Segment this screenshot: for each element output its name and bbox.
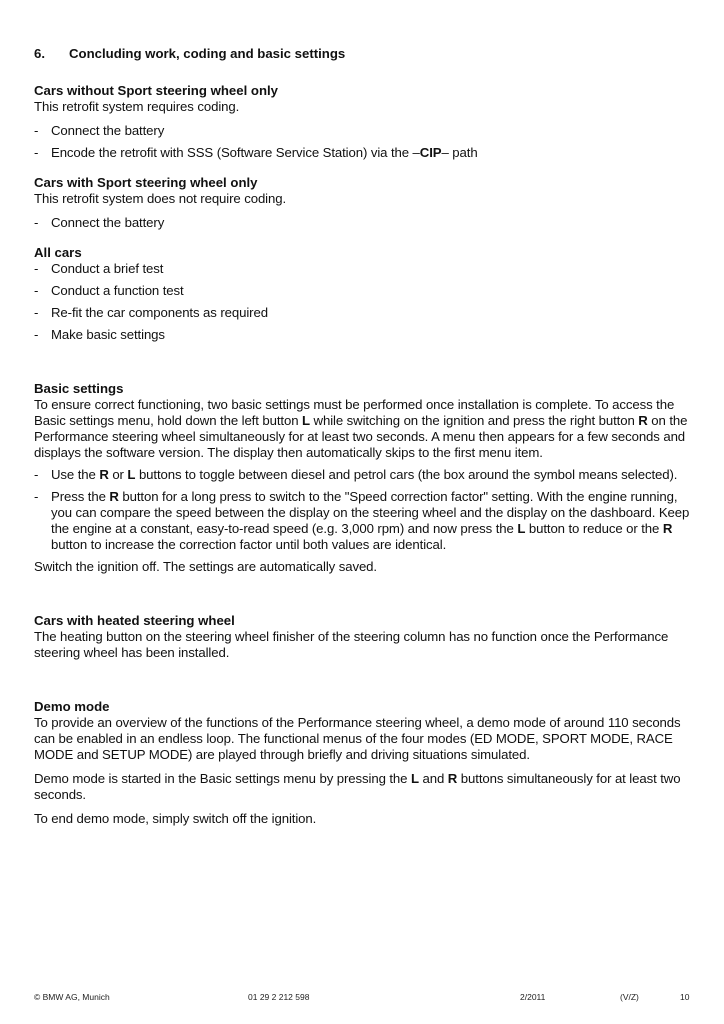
list-dash: - <box>34 145 39 160</box>
list-dash: - <box>34 261 39 276</box>
section-number: 6. <box>34 46 45 61</box>
list-dash: - <box>34 305 39 320</box>
list-item: - Use the R or L buttons to toggle between diesel and petrol cars (the box around the symbol means selected). <box>34 467 678 482</box>
no-sport-heading: Cars without Sport steering wheel only <box>34 83 279 98</box>
all-cars-heading: All cars <box>34 245 82 260</box>
list-dash: - <box>34 489 39 504</box>
list-item: - Encode the retrofit with SSS (Software Service Station) via the –CIP– path <box>34 145 478 160</box>
list-item: - Make basic settings <box>34 327 165 342</box>
sport-intro: This retrofit system does not require coding. <box>34 191 287 206</box>
demo-paragraph-2: Demo mode is started in the Basic settings menu by pressing the L and R buttons simultaneously for at least two seconds. <box>34 771 681 802</box>
sport-heading: Cars with Sport steering wheel only <box>34 175 258 190</box>
list-item: - Conduct a brief test <box>34 261 164 276</box>
list-item: - Connect the battery <box>34 215 165 230</box>
list-dash: - <box>34 467 39 482</box>
heated-heading: Cars with heated steering wheel <box>34 613 235 628</box>
basic-settings-closing: Switch the ignition off. The settings are automatically saved. <box>34 559 377 574</box>
basic-settings-paragraph: To ensure correct functioning, two basic settings must be performed once installation is complete. To access the Basic settings menu, hold down the left button L while switching on the ignition and press the right button R on the Performance steering wheel simultaneously for at least two seconds. A menu then appears for a few seconds and displays the software version. The display then automatically skips to the first menu item. <box>34 397 688 460</box>
section-title: Concluding work, coding and basic settings <box>69 46 346 61</box>
footer-page-number: 10 <box>680 992 690 1002</box>
list-dash: - <box>34 215 39 230</box>
list-dash: - <box>34 283 39 298</box>
footer-part-number: 01 29 2 212 598 <box>248 992 310 1002</box>
demo-heading: Demo mode <box>34 699 110 714</box>
footer-code: (V/Z) <box>620 992 639 1002</box>
section-heading <box>34 46 690 61</box>
no-sport-intro: This retrofit system requires coding. <box>34 99 240 114</box>
footer-copyright: © BMW AG, Munich <box>34 992 110 1002</box>
list-item: - Press the R button for a long press to switch to the "Speed correction factor" setting. With the engine running, you can compare the speed between the display on the steering wheel and the display on the dashboard. Keep the engine at a constant, easy-to-read speed (e.g. 3,000 rpm) and now press the L button to reduce or the R button to increase the correction factor until both values are identical. <box>34 489 690 552</box>
demo-paragraph-3: To end demo mode, simply switch off the ignition. <box>34 811 317 826</box>
demo-paragraph-1: To provide an overview of the functions of the Performance steering wheel, a demo mode of around 110 seconds can be enabled in an endless loop. The functional menus of the four modes (ED MODE, SPORT MODE, RACE MODE and SETUP MODE) are played through briefly and driving situations simulated. <box>34 715 681 762</box>
footer-date: 2/2011 <box>520 992 546 1002</box>
document-page <box>34 46 690 827</box>
list-item: - Conduct a function test <box>34 283 184 298</box>
heated-text: The heating button on the steering wheel finisher of the steering column has no function once the Performance steering wheel has been installed. <box>34 629 669 660</box>
list-item: - Connect the battery <box>34 123 165 138</box>
list-dash: - <box>34 327 39 342</box>
basic-settings-heading: Basic settings <box>34 381 124 396</box>
list-dash: - <box>34 123 39 138</box>
list-item: - Re-fit the car components as required <box>34 305 268 320</box>
